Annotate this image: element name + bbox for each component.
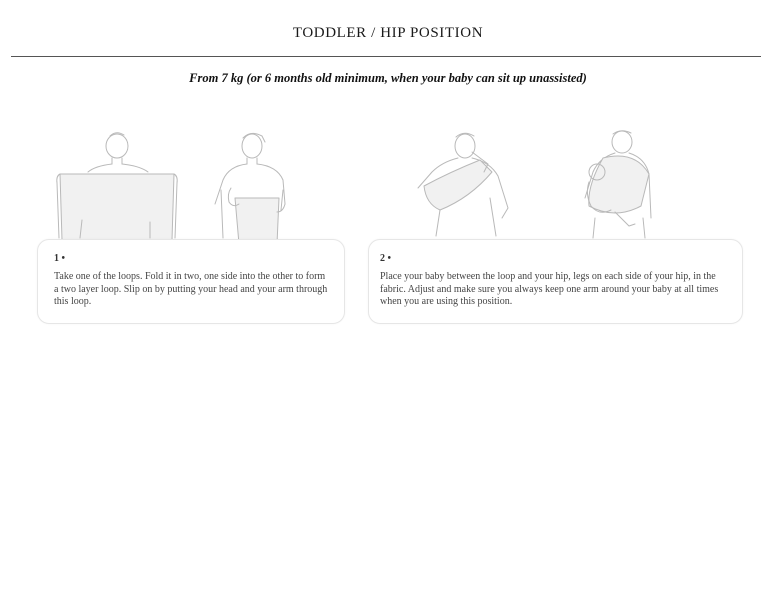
illustration-folding-loop [205, 128, 295, 248]
title-divider [11, 56, 761, 57]
step-number: 2 • [380, 253, 392, 264]
illustration-slipping-on-sling [410, 128, 515, 240]
step-card-1 [37, 239, 345, 324]
illustration-holding-loop [50, 128, 185, 243]
step-instructions: Place your baby between the loop and your hip, legs on each side of your hip, in the fabric. Adjust and make sure you always keep one arm around your baby at all times when you are using this position. [380, 271, 719, 307]
step-instructions: Take one of the loops. Fold it in two, one side into the other to form a two layer loop. Slip on by putting your head and your arm through this loop. [54, 271, 328, 307]
step-number: 1 • [54, 253, 66, 264]
page-title: TODDLER / HIP POSITION [292, 25, 484, 41]
age-requirement: From 7 kg (or 6 months old minimum, when your baby can sit up unassisted) [189, 71, 587, 85]
illustration-baby-on-hip [575, 128, 655, 240]
step-card-2 [368, 239, 743, 324]
